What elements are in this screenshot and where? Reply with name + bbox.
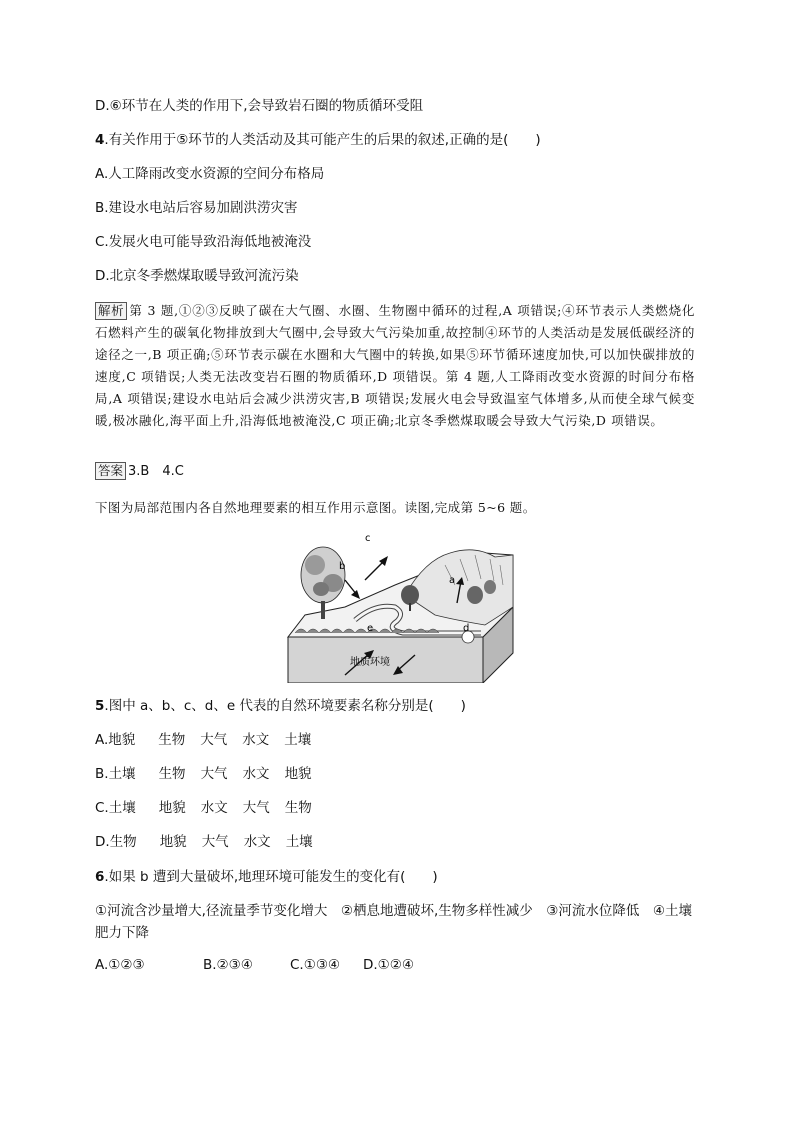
option-letter: C. <box>95 800 109 816</box>
answer-block <box>95 462 184 482</box>
geo-environment-label: 地质环境 <box>350 657 390 668</box>
question-text: .图中 a、b、c、d、e 代表的自然环境要素名称分别是( ) <box>104 698 466 714</box>
label-c: c <box>365 533 371 544</box>
option-item: 地貌 <box>159 834 187 850</box>
option-letter: B. <box>95 766 109 782</box>
question-number: 4 <box>95 132 105 148</box>
q6-option-d: D.①②④ <box>363 957 414 973</box>
q6-option-b: B.②③④ <box>203 957 253 973</box>
landscape-illustration <box>285 525 515 683</box>
option-item: 大气 <box>201 834 229 850</box>
q4-option-b: B.建设水电站后容易加剧洪涝灾害 <box>95 200 298 216</box>
option-item: 水文 <box>200 800 228 816</box>
q5-option-c <box>95 799 312 817</box>
option-item: 土壤 <box>108 766 136 782</box>
option-item: 地貌 <box>108 732 136 748</box>
option-item: 生物 <box>158 766 186 782</box>
q6-option-c: C.①③④ <box>290 957 341 973</box>
option-item: 土壤 <box>285 834 313 850</box>
q5-option-b <box>95 765 312 783</box>
question-number: 5 <box>95 698 105 714</box>
option-item: 大气 <box>242 800 270 816</box>
figure-intro: 下图为局部范围内各自然地理要素的相互作用示意图。读图,完成第 5~6 题。 <box>95 500 536 515</box>
option-letter: A. <box>95 732 109 748</box>
q4-option-a: A.人工降雨改变水资源的空间分布格局 <box>95 166 325 182</box>
analysis-tag: 解析 <box>95 302 127 320</box>
label-d: d <box>463 623 470 634</box>
prev-option-d: D.⑥环节在人类的作用下,会导致岩石圈的物质循环受阻 <box>95 98 424 114</box>
analysis-text: 第 3 题,①②③反映了碳在大气圈、水圈、生物圈中循环的过程,A 项错误;④环节表示人类燃烧化石燃料产生的碳氧化物排放到大气圈中,会导致大气污染加重,故控制④环节的人类活动是发展低碳经济的途径之一,B 项正确;⑤环节表示碳在水圈和大气圈中的转换,如果⑤环节循环速度加快,可以加快碳排放的速度,C 项错误;人类无法改变岩石圈的物质循环,D 项错误。第 4 题,人工降雨改变水资源的时间分布格局,A 项错误;建设水电站后会减少洪涝灾害,B 项错误;发展火电会导致温室气体增多,从而使全球气候变暖,极冰融化,海平面上升,沿海低地被淹没,C 项正确;北京冬季燃煤取暖会导致大气污染,D 项错误。 <box>95 303 695 428</box>
label-a: a <box>449 575 456 586</box>
option-item: 大气 <box>200 732 228 748</box>
option-letter: D. <box>95 834 110 850</box>
option-item: 土壤 <box>284 732 312 748</box>
label-e: e <box>367 623 374 634</box>
question-text: .如果 b 遭到大量破坏,地理环境可能发生的变化有( ) <box>104 869 438 885</box>
option-item: 水文 <box>243 834 271 850</box>
q6-option-a: A.①②③ <box>95 957 145 973</box>
question-6-stem <box>95 868 438 886</box>
option-item: 水文 <box>242 766 270 782</box>
option-item: 大气 <box>200 766 228 782</box>
q4-option-d: D.北京冬季燃煤取暖导致河流污染 <box>95 268 299 284</box>
label-b: b <box>339 561 346 572</box>
option-item: 地貌 <box>284 766 312 782</box>
q5-option-d <box>95 833 313 851</box>
q6-options <box>95 957 414 973</box>
analysis-block <box>95 300 695 432</box>
question-5-stem <box>95 697 466 715</box>
q5-option-a <box>95 731 311 749</box>
q6-statements: ①河流含沙量增大,径流量季节变化增大 ②栖息地遭破坏,生物多样性减少 ③河流水位降低 ④土壤肥力下降 <box>95 903 692 941</box>
option-item: 土壤 <box>108 800 136 816</box>
answer-text: 3.B 4.C <box>128 464 184 479</box>
question-text: .有关作用于⑤环节的人类活动及其可能产生的后果的叙述,正确的是( ) <box>104 132 541 148</box>
option-item: 水文 <box>242 732 270 748</box>
geo-diagram <box>285 525 515 683</box>
q4-option-c: C.发展火电可能导致沿海低地被淹没 <box>95 234 312 250</box>
option-item: 地貌 <box>158 800 186 816</box>
option-item: 生物 <box>158 732 186 748</box>
option-item: 生物 <box>109 834 137 850</box>
question-4-stem <box>95 131 541 149</box>
option-item: 生物 <box>284 800 312 816</box>
answer-tag: 答案 <box>95 462 126 480</box>
question-number: 6 <box>95 869 105 885</box>
